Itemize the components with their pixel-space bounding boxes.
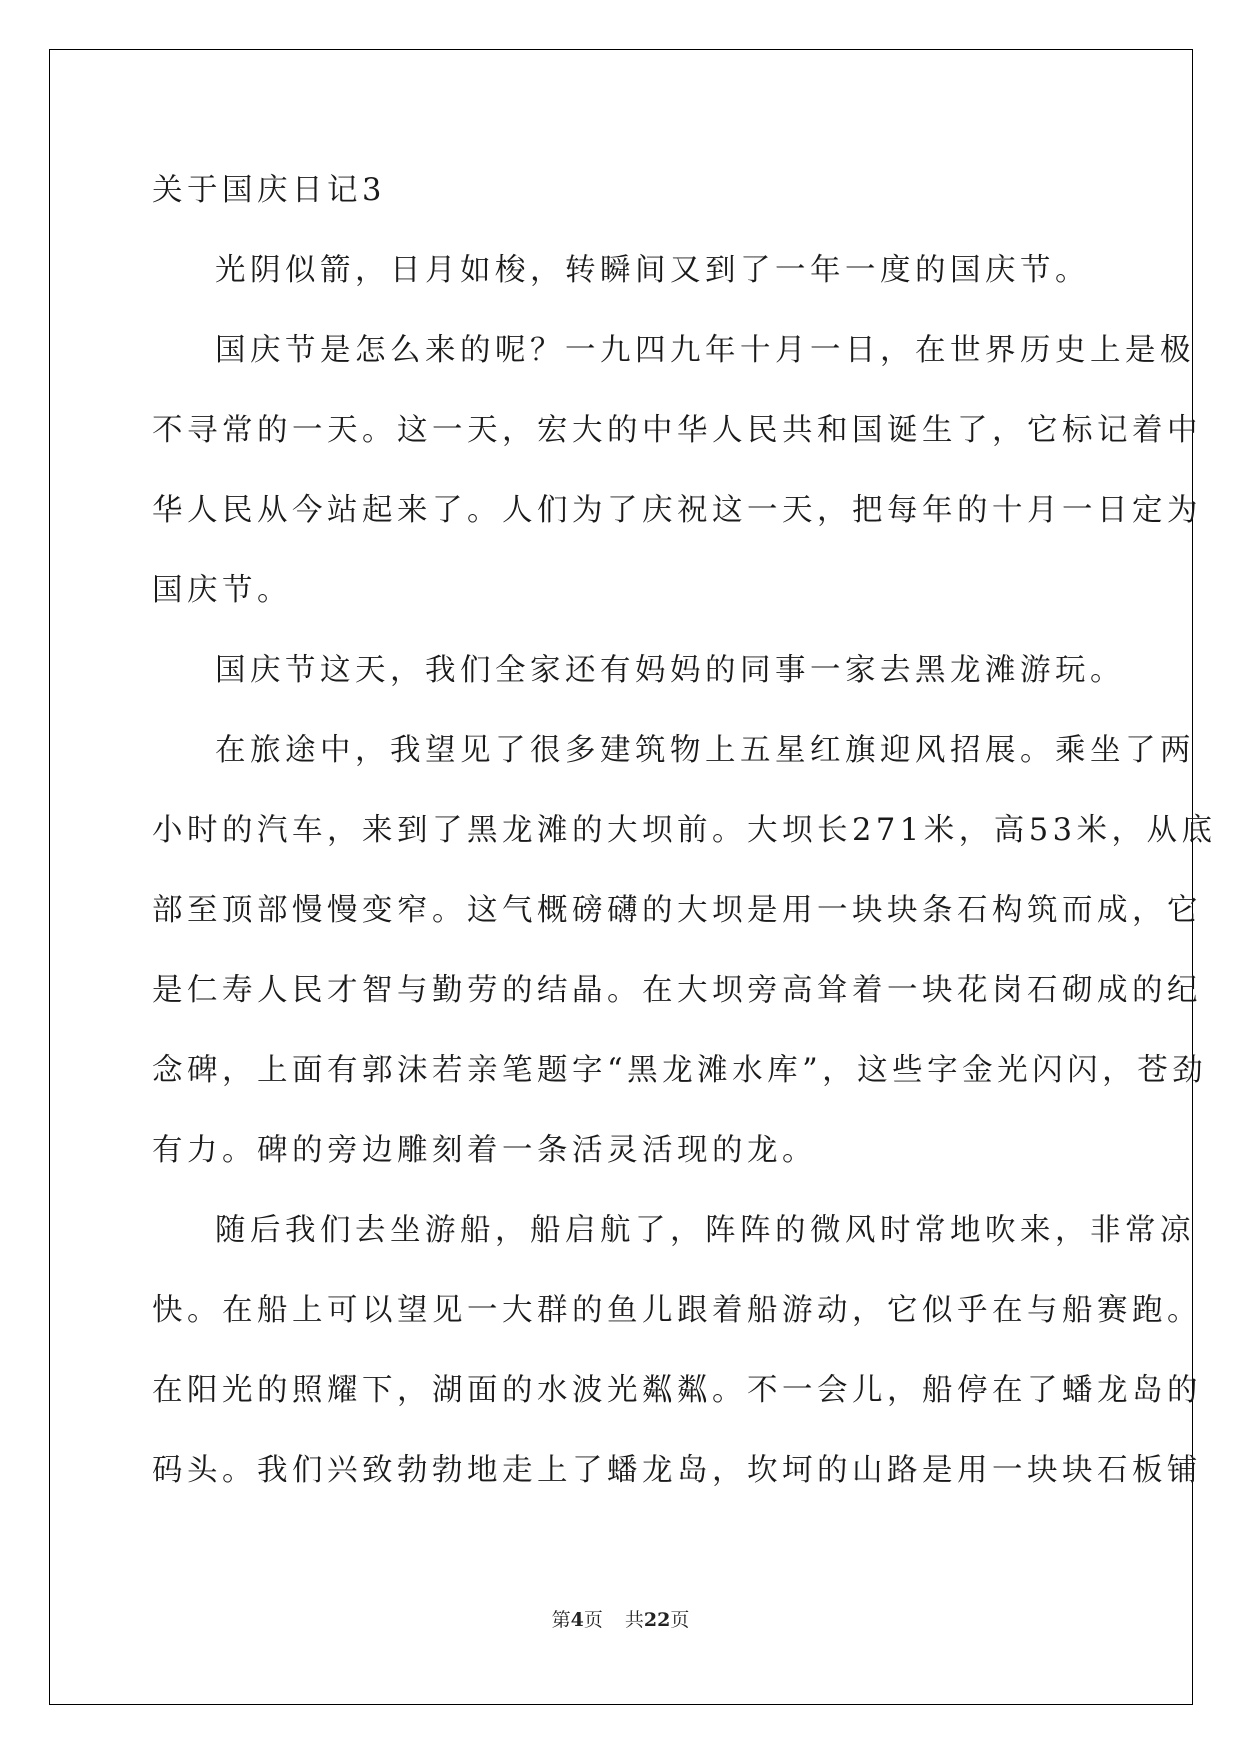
footer-page-number: 4: [570, 1609, 584, 1631]
paragraph-line: 有力。碑的旁边雕刻着一条活灵活现的龙。: [152, 1133, 817, 1168]
paragraph-line: 码头。我们兴致勃勃地走上了蟠龙岛，坎坷的山路是用一块块石板铺: [152, 1453, 1202, 1488]
paragraph-line: 华人民从今站起来了。人们为了庆祝这一天，把每年的十月一日定为: [152, 493, 1202, 528]
document-title: 关于国庆日记3: [152, 173, 386, 208]
footer-prefix: 第: [551, 1609, 571, 1631]
paragraph-line: 国庆节。: [152, 573, 292, 608]
footer-total-suffix: 页: [670, 1609, 690, 1631]
paragraph-line: 是仁寿人民才智与勤劳的结晶。在大坝旁高耸着一块花岗石砌成的纪: [152, 973, 1202, 1008]
page-footer: [0, 1605, 1241, 1632]
paragraph-line: 不寻常的一天。这一天，宏大的中华人民共和国诞生了，它标记着中: [152, 413, 1202, 448]
paragraph-line: 光阴似箭，日月如梭，转瞬间又到了一年一度的国庆节。: [215, 253, 1090, 288]
footer-total-prefix: 共: [624, 1609, 644, 1631]
paragraph-line: 随后我们去坐游船，船启航了，阵阵的微风时常地吹来，非常凉: [215, 1213, 1195, 1248]
document-body: [152, 160, 1217, 1520]
paragraph-line: 国庆节是怎么来的呢？一九四九年十月一日，在世界历史上是极: [215, 333, 1195, 368]
paragraph-line: 快。在船上可以望见一大群的鱼儿跟着船游动，它似乎在与船赛跑。: [152, 1293, 1202, 1328]
footer-total-pages: 22: [643, 1609, 671, 1631]
paragraph-line: 小时的汽车，来到了黑龙滩的大坝前。大坝长271米，高53米，从底: [152, 813, 1217, 848]
footer-page-suffix: 页: [583, 1609, 603, 1631]
paragraph-line: 在阳光的照耀下，湖面的水波光粼粼。不一会儿，船停在了蟠龙岛的: [152, 1373, 1202, 1408]
paragraph-line: 部至顶部慢慢变窄。这气概磅礴的大坝是用一块块条石构筑而成，它: [152, 893, 1202, 928]
paragraph-line: 国庆节这天，我们全家还有妈妈的同事一家去黑龙滩游玩。: [215, 653, 1125, 688]
paragraph-line: 念碑，上面有郭沫若亲笔题字“黑龙滩水库”，这些字金光闪闪，苍劲: [152, 1053, 1208, 1088]
paragraph-line: 在旅途中，我望见了很多建筑物上五星红旗迎风招展。乘坐了两: [215, 733, 1195, 768]
